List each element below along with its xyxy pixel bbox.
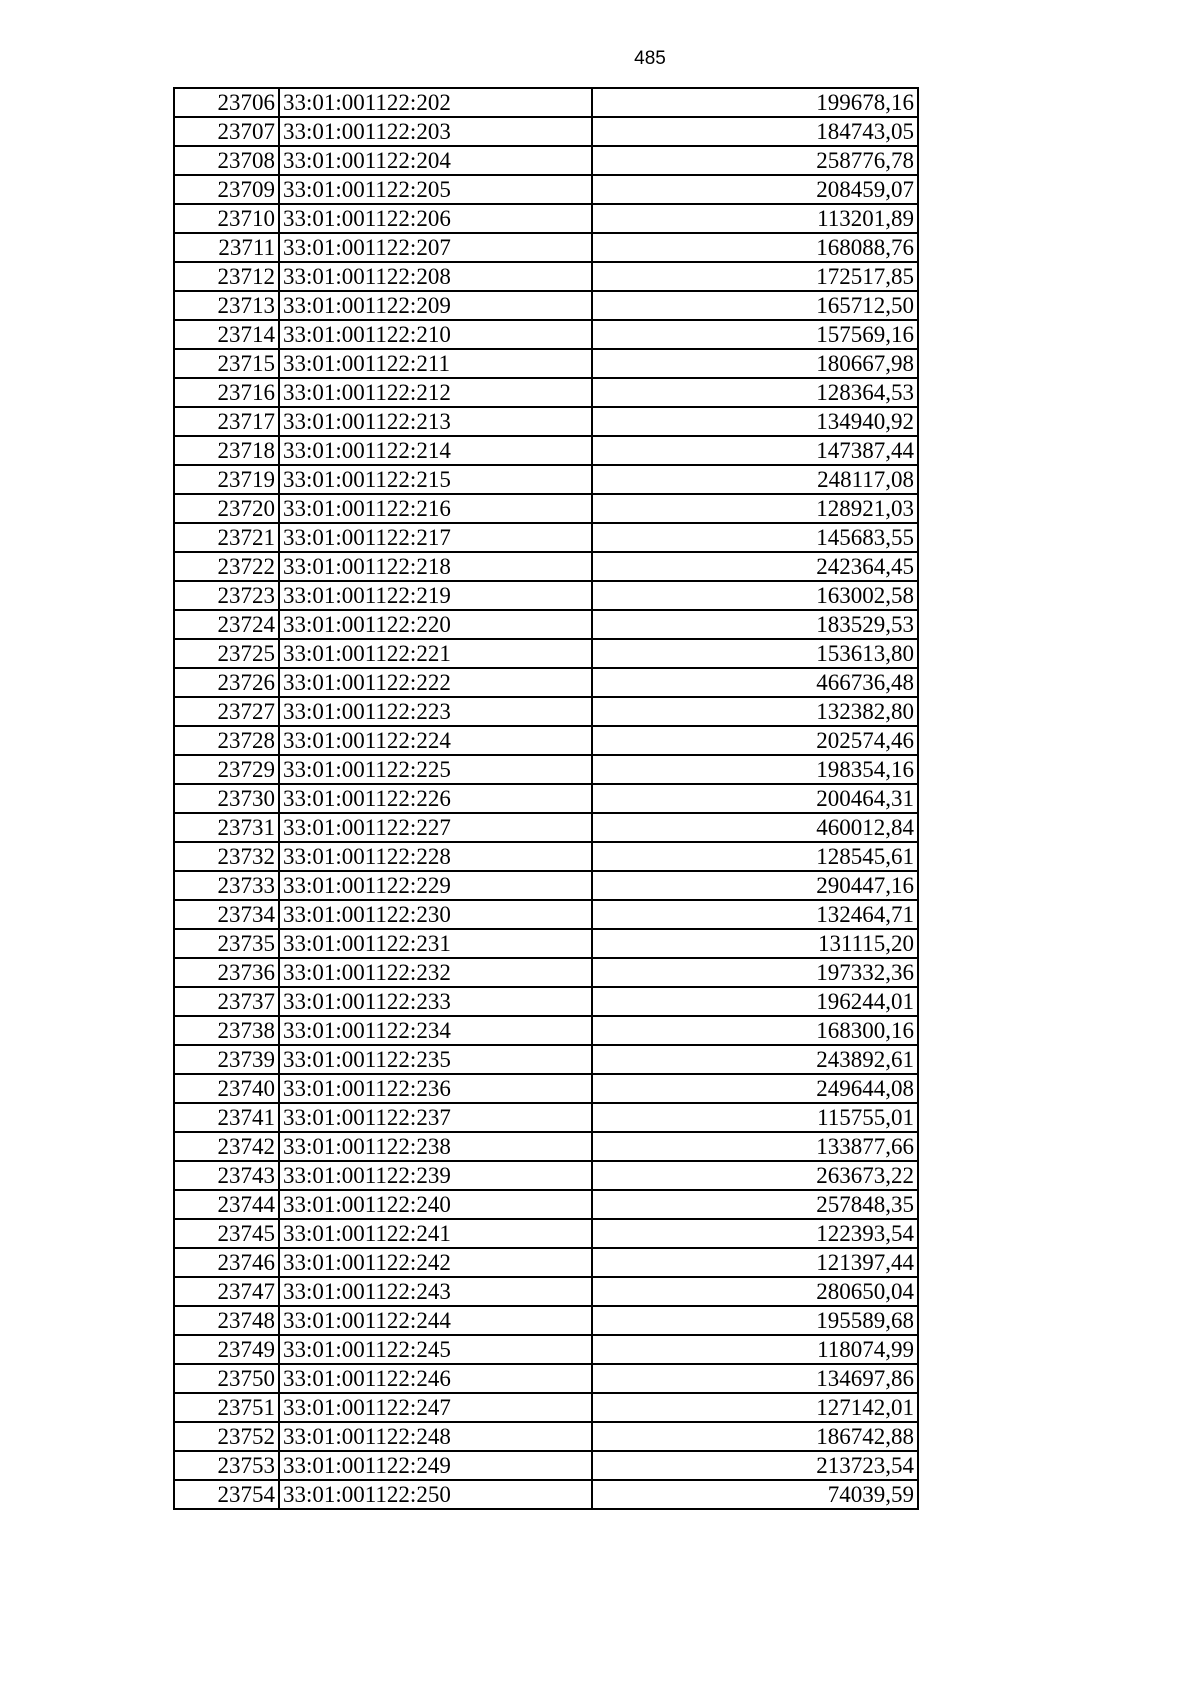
table-row bbox=[174, 378, 918, 407]
cadastral-number-cell: 33:01:001122:223 bbox=[279, 697, 592, 726]
table-row bbox=[174, 349, 918, 378]
row-number-cell: 23726 bbox=[174, 668, 279, 697]
cadastral-value-cell: 131115,20 bbox=[592, 929, 918, 958]
cadastral-value-cell: 280650,04 bbox=[592, 1277, 918, 1306]
cadastral-value-cell: 118074,99 bbox=[592, 1335, 918, 1364]
cadastral-value-cell: 466736,48 bbox=[592, 668, 918, 697]
table-row bbox=[174, 1132, 918, 1161]
cadastral-number-cell: 33:01:001122:234 bbox=[279, 1016, 592, 1045]
cadastral-value-cell: 208459,07 bbox=[592, 175, 918, 204]
table-row bbox=[174, 581, 918, 610]
cadastral-number-cell: 33:01:001122:230 bbox=[279, 900, 592, 929]
row-number-cell: 23729 bbox=[174, 755, 279, 784]
row-number-cell: 23742 bbox=[174, 1132, 279, 1161]
row-number-cell: 23717 bbox=[174, 407, 279, 436]
table-row bbox=[174, 1103, 918, 1132]
cadastral-number-cell: 33:01:001122:208 bbox=[279, 262, 592, 291]
cadastral-number-cell: 33:01:001122:209 bbox=[279, 291, 592, 320]
cadastral-value-cell: 263673,22 bbox=[592, 1161, 918, 1190]
cadastral-number-cell: 33:01:001122:243 bbox=[279, 1277, 592, 1306]
page-number: 485 bbox=[634, 48, 666, 69]
cadastral-number-cell: 33:01:001122:221 bbox=[279, 639, 592, 668]
cadastral-value-cell: 128364,53 bbox=[592, 378, 918, 407]
cadastral-value-cell: 243892,61 bbox=[592, 1045, 918, 1074]
row-number-cell: 23710 bbox=[174, 204, 279, 233]
row-number-cell: 23735 bbox=[174, 929, 279, 958]
table-row bbox=[174, 929, 918, 958]
cadastral-value-cell: 127142,01 bbox=[592, 1393, 918, 1422]
cadastral-number-cell: 33:01:001122:245 bbox=[279, 1335, 592, 1364]
row-number-cell: 23738 bbox=[174, 1016, 279, 1045]
cadastral-number-cell: 33:01:001122:225 bbox=[279, 755, 592, 784]
cadastral-number-cell: 33:01:001122:233 bbox=[279, 987, 592, 1016]
cadastral-number-cell: 33:01:001122:228 bbox=[279, 842, 592, 871]
row-number-cell: 23744 bbox=[174, 1190, 279, 1219]
table-row bbox=[174, 987, 918, 1016]
cadastral-number-cell: 33:01:001122:244 bbox=[279, 1306, 592, 1335]
row-number-cell: 23720 bbox=[174, 494, 279, 523]
table-row bbox=[174, 900, 918, 929]
cadastral-number-cell: 33:01:001122:246 bbox=[279, 1364, 592, 1393]
table-row bbox=[174, 320, 918, 349]
row-number-cell: 23754 bbox=[174, 1480, 279, 1509]
table-row bbox=[174, 1306, 918, 1335]
row-number-cell: 23727 bbox=[174, 697, 279, 726]
row-number-cell: 23706 bbox=[174, 88, 279, 117]
row-number-cell: 23750 bbox=[174, 1364, 279, 1393]
table-row bbox=[174, 726, 918, 755]
table-row bbox=[174, 639, 918, 668]
cadastral-value-cell: 134697,86 bbox=[592, 1364, 918, 1393]
table-row bbox=[174, 697, 918, 726]
table-row bbox=[174, 552, 918, 581]
row-number-cell: 23745 bbox=[174, 1219, 279, 1248]
table-row bbox=[174, 117, 918, 146]
cadastral-value-cell: 248117,08 bbox=[592, 465, 918, 494]
cadastral-number-cell: 33:01:001122:204 bbox=[279, 146, 592, 175]
cadastral-number-cell: 33:01:001122:218 bbox=[279, 552, 592, 581]
table-row bbox=[174, 1451, 918, 1480]
cadastral-number-cell: 33:01:001122:239 bbox=[279, 1161, 592, 1190]
row-number-cell: 23724 bbox=[174, 610, 279, 639]
cadastral-number-cell: 33:01:001122:222 bbox=[279, 668, 592, 697]
cadastral-number-cell: 33:01:001122:203 bbox=[279, 117, 592, 146]
table-row bbox=[174, 1480, 918, 1509]
cadastral-value-cell: 186742,88 bbox=[592, 1422, 918, 1451]
cadastral-value-cell: 183529,53 bbox=[592, 610, 918, 639]
cadastral-value-cell: 172517,85 bbox=[592, 262, 918, 291]
row-number-cell: 23721 bbox=[174, 523, 279, 552]
table-body bbox=[174, 88, 918, 1509]
table-row bbox=[174, 1016, 918, 1045]
table-row bbox=[174, 1045, 918, 1074]
cadastral-number-cell: 33:01:001122:227 bbox=[279, 813, 592, 842]
cadastral-number-cell: 33:01:001122:210 bbox=[279, 320, 592, 349]
table-row bbox=[174, 813, 918, 842]
cadastral-number-cell: 33:01:001122:217 bbox=[279, 523, 592, 552]
cadastral-number-cell: 33:01:001122:241 bbox=[279, 1219, 592, 1248]
row-number-cell: 23734 bbox=[174, 900, 279, 929]
row-number-cell: 23753 bbox=[174, 1451, 279, 1480]
cadastral-value-cell: 198354,16 bbox=[592, 755, 918, 784]
table-row bbox=[174, 494, 918, 523]
row-number-cell: 23743 bbox=[174, 1161, 279, 1190]
table-row bbox=[174, 436, 918, 465]
cadastral-value-cell: 196244,01 bbox=[592, 987, 918, 1016]
cadastral-number-cell: 33:01:001122:224 bbox=[279, 726, 592, 755]
cadastral-value-cell: 168088,76 bbox=[592, 233, 918, 262]
row-number-cell: 23713 bbox=[174, 291, 279, 320]
table-row bbox=[174, 1364, 918, 1393]
cadastral-value-cell: 74039,59 bbox=[592, 1480, 918, 1509]
cadastral-number-cell: 33:01:001122:231 bbox=[279, 929, 592, 958]
table-row bbox=[174, 262, 918, 291]
table-row bbox=[174, 1219, 918, 1248]
row-number-cell: 23722 bbox=[174, 552, 279, 581]
row-number-cell: 23731 bbox=[174, 813, 279, 842]
table-row bbox=[174, 1393, 918, 1422]
table-row bbox=[174, 1190, 918, 1219]
row-number-cell: 23708 bbox=[174, 146, 279, 175]
row-number-cell: 23741 bbox=[174, 1103, 279, 1132]
cadastral-number-cell: 33:01:001122:242 bbox=[279, 1248, 592, 1277]
cadastral-value-cell: 163002,58 bbox=[592, 581, 918, 610]
cadastral-number-cell: 33:01:001122:235 bbox=[279, 1045, 592, 1074]
cadastral-value-cell: 200464,31 bbox=[592, 784, 918, 813]
row-number-cell: 23740 bbox=[174, 1074, 279, 1103]
cadastral-value-cell: 184743,05 bbox=[592, 117, 918, 146]
row-number-cell: 23728 bbox=[174, 726, 279, 755]
cadastral-value-cell: 113201,89 bbox=[592, 204, 918, 233]
cadastral-number-cell: 33:01:001122:220 bbox=[279, 610, 592, 639]
cadastral-number-cell: 33:01:001122:229 bbox=[279, 871, 592, 900]
cadastral-value-cell: 157569,16 bbox=[592, 320, 918, 349]
cadastral-value-cell: 165712,50 bbox=[592, 291, 918, 320]
table-row bbox=[174, 958, 918, 987]
cadastral-number-cell: 33:01:001122:249 bbox=[279, 1451, 592, 1480]
row-number-cell: 23737 bbox=[174, 987, 279, 1016]
table-row bbox=[174, 1422, 918, 1451]
table-row bbox=[174, 871, 918, 900]
cadastral-number-cell: 33:01:001122:214 bbox=[279, 436, 592, 465]
cadastral-value-cell: 195589,68 bbox=[592, 1306, 918, 1335]
table-row bbox=[174, 465, 918, 494]
cadastral-value-cell: 128545,61 bbox=[592, 842, 918, 871]
cadastral-value-cell: 249644,08 bbox=[592, 1074, 918, 1103]
cadastral-value-cell: 145683,55 bbox=[592, 523, 918, 552]
cadastral-number-cell: 33:01:001122:236 bbox=[279, 1074, 592, 1103]
table-row bbox=[174, 146, 918, 175]
table-row bbox=[174, 1248, 918, 1277]
row-number-cell: 23716 bbox=[174, 378, 279, 407]
row-number-cell: 23707 bbox=[174, 117, 279, 146]
cadastral-number-cell: 33:01:001122:212 bbox=[279, 378, 592, 407]
table-row bbox=[174, 175, 918, 204]
table-row bbox=[174, 291, 918, 320]
cadastral-number-cell: 33:01:001122:240 bbox=[279, 1190, 592, 1219]
cadastral-number-cell: 33:01:001122:211 bbox=[279, 349, 592, 378]
cadastral-number-cell: 33:01:001122:247 bbox=[279, 1393, 592, 1422]
row-number-cell: 23749 bbox=[174, 1335, 279, 1364]
row-number-cell: 23746 bbox=[174, 1248, 279, 1277]
table-row bbox=[174, 842, 918, 871]
cadastral-number-cell: 33:01:001122:215 bbox=[279, 465, 592, 494]
cadastral-value-cell: 257848,35 bbox=[592, 1190, 918, 1219]
cadastral-number-cell: 33:01:001122:202 bbox=[279, 88, 592, 117]
row-number-cell: 23748 bbox=[174, 1306, 279, 1335]
cadastral-value-cell: 121397,44 bbox=[592, 1248, 918, 1277]
cadastral-value-cell: 258776,78 bbox=[592, 146, 918, 175]
cadastral-number-cell: 33:01:001122:216 bbox=[279, 494, 592, 523]
cadastral-value-cell: 202574,46 bbox=[592, 726, 918, 755]
cadastral-number-cell: 33:01:001122:237 bbox=[279, 1103, 592, 1132]
cadastral-value-cell: 213723,54 bbox=[592, 1451, 918, 1480]
row-number-cell: 23747 bbox=[174, 1277, 279, 1306]
row-number-cell: 23714 bbox=[174, 320, 279, 349]
cadastral-number-cell: 33:01:001122:226 bbox=[279, 784, 592, 813]
row-number-cell: 23718 bbox=[174, 436, 279, 465]
table-row bbox=[174, 204, 918, 233]
cadastral-number-cell: 33:01:001122:248 bbox=[279, 1422, 592, 1451]
row-number-cell: 23732 bbox=[174, 842, 279, 871]
table-row bbox=[174, 784, 918, 813]
cadastral-value-cell: 134940,92 bbox=[592, 407, 918, 436]
cadastral-value-cell: 133877,66 bbox=[592, 1132, 918, 1161]
table-row bbox=[174, 668, 918, 697]
cadastral-number-cell: 33:01:001122:205 bbox=[279, 175, 592, 204]
table-row bbox=[174, 407, 918, 436]
cadastral-value-cell: 460012,84 bbox=[592, 813, 918, 842]
table-row bbox=[174, 1335, 918, 1364]
table-row bbox=[174, 1161, 918, 1190]
table-row bbox=[174, 610, 918, 639]
cadastral-number-cell: 33:01:001122:206 bbox=[279, 204, 592, 233]
cadastral-value-cell: 128921,03 bbox=[592, 494, 918, 523]
cadastral-value-cell: 290447,16 bbox=[592, 871, 918, 900]
row-number-cell: 23719 bbox=[174, 465, 279, 494]
cadastral-value-cell: 168300,16 bbox=[592, 1016, 918, 1045]
row-number-cell: 23751 bbox=[174, 1393, 279, 1422]
cadastral-number-cell: 33:01:001122:232 bbox=[279, 958, 592, 987]
cadastral-number-cell: 33:01:001122:250 bbox=[279, 1480, 592, 1509]
row-number-cell: 23733 bbox=[174, 871, 279, 900]
table-row bbox=[174, 523, 918, 552]
cadastral-value-cell: 199678,16 bbox=[592, 88, 918, 117]
table-row bbox=[174, 1074, 918, 1103]
row-number-cell: 23712 bbox=[174, 262, 279, 291]
table-row bbox=[174, 88, 918, 117]
row-number-cell: 23736 bbox=[174, 958, 279, 987]
row-number-cell: 23730 bbox=[174, 784, 279, 813]
cadastral-number-cell: 33:01:001122:213 bbox=[279, 407, 592, 436]
cadastral-value-cell: 132464,71 bbox=[592, 900, 918, 929]
cadastral-value-cell: 180667,98 bbox=[592, 349, 918, 378]
row-number-cell: 23725 bbox=[174, 639, 279, 668]
row-number-cell: 23711 bbox=[174, 233, 279, 262]
cadastral-number-cell: 33:01:001122:207 bbox=[279, 233, 592, 262]
cadastral-value-cell: 197332,36 bbox=[592, 958, 918, 987]
cadastral-value-cell: 115755,01 bbox=[592, 1103, 918, 1132]
cadastral-value-cell: 122393,54 bbox=[592, 1219, 918, 1248]
cadastral-value-table bbox=[173, 87, 919, 1510]
row-number-cell: 23752 bbox=[174, 1422, 279, 1451]
row-number-cell: 23709 bbox=[174, 175, 279, 204]
row-number-cell: 23715 bbox=[174, 349, 279, 378]
table-row bbox=[174, 233, 918, 262]
cadastral-number-cell: 33:01:001122:238 bbox=[279, 1132, 592, 1161]
cadastral-value-cell: 147387,44 bbox=[592, 436, 918, 465]
cadastral-value-cell: 242364,45 bbox=[592, 552, 918, 581]
table-row bbox=[174, 1277, 918, 1306]
cadastral-number-cell: 33:01:001122:219 bbox=[279, 581, 592, 610]
cadastral-value-cell: 153613,80 bbox=[592, 639, 918, 668]
row-number-cell: 23739 bbox=[174, 1045, 279, 1074]
row-number-cell: 23723 bbox=[174, 581, 279, 610]
table-row bbox=[174, 755, 918, 784]
cadastral-value-cell: 132382,80 bbox=[592, 697, 918, 726]
